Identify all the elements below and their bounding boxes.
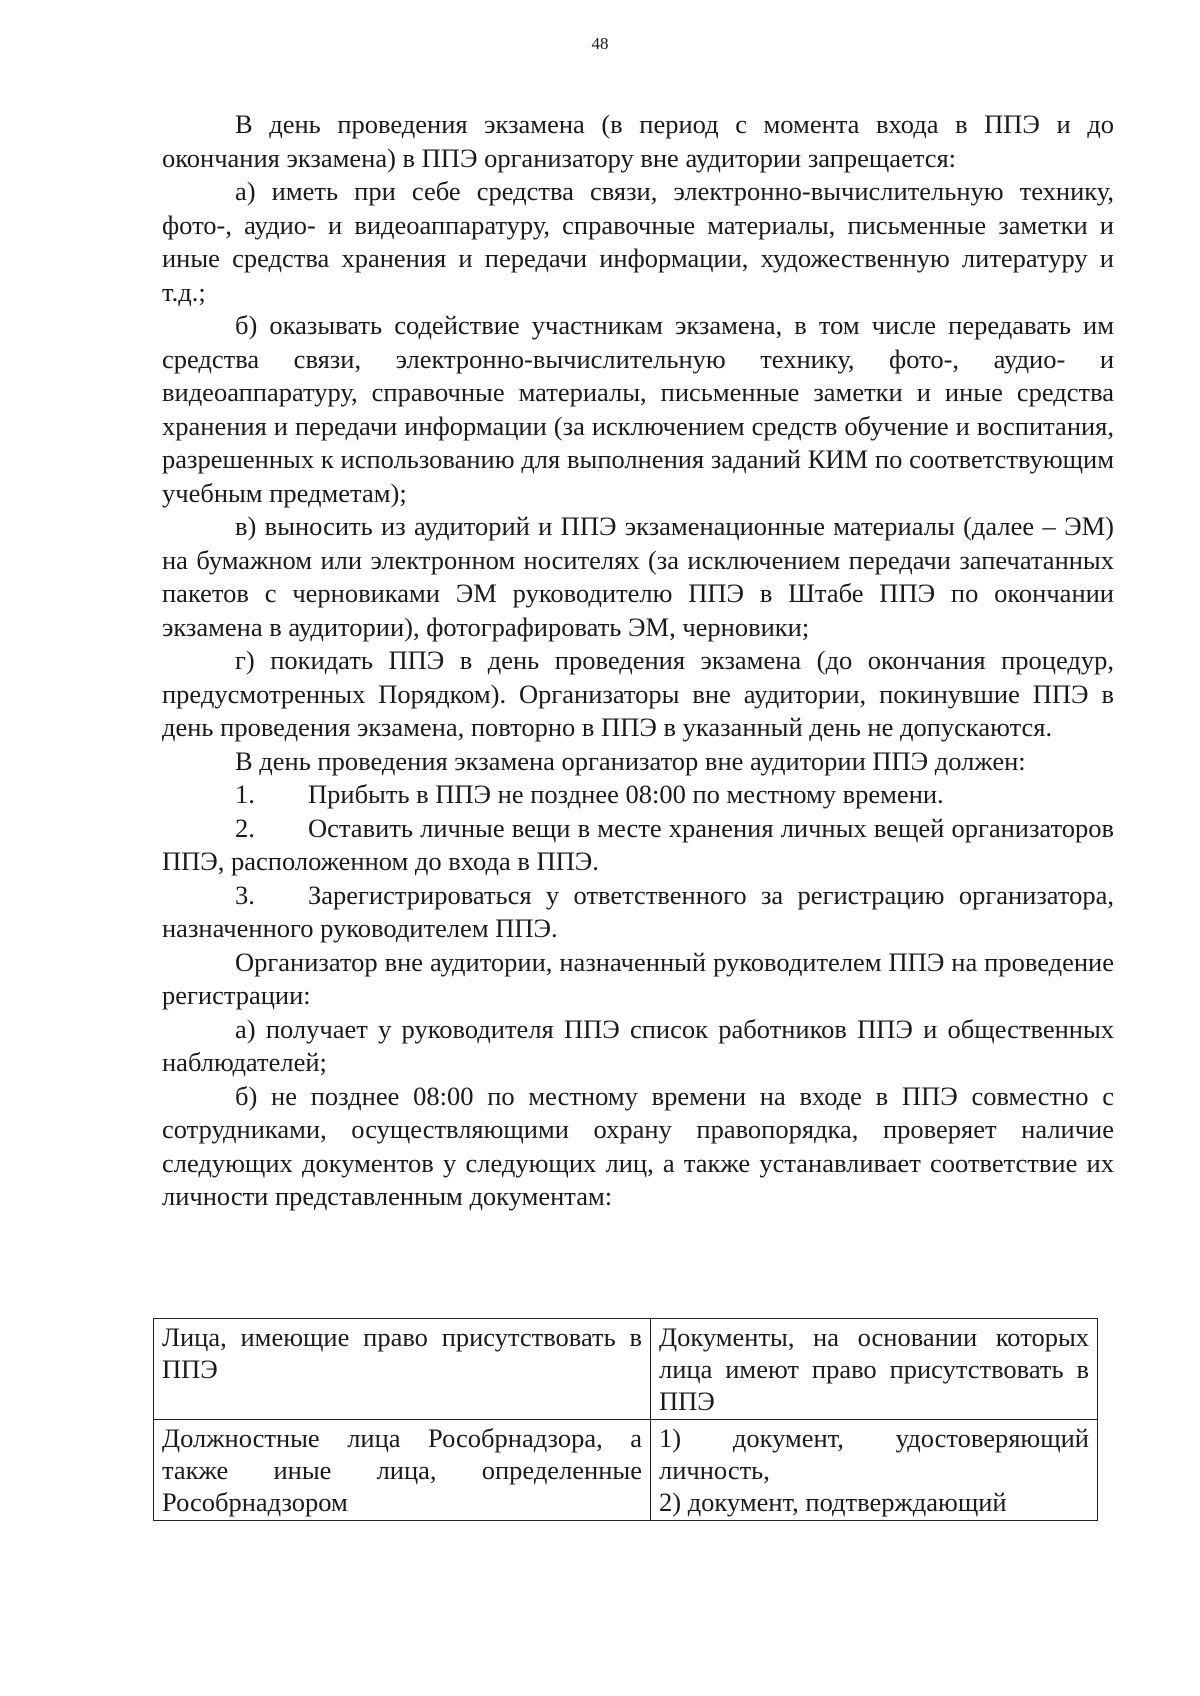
paragraph-registration-intro: Организатор вне аудитории, назначенный руководителем ППЭ на проведение регистрации: (162, 946, 1114, 1010)
table-header-row (154, 1319, 1098, 1420)
table-cell-documents (651, 1420, 1098, 1521)
paragraph-duties-intro: В день проведения экзамена организатор вне аудитории ППЭ должен: (235, 745, 1026, 776)
paragraph-item-a: а) иметь при себе средства связи, электронно-вычислительную технику, фото-, аудио- и видеоаппаратуру, справочные материалы, письменные заметки и иные средства хранения и передачи информации, художественную литературу и т.д.; (162, 176, 1114, 307)
table-header-documents: Документы, на основании которых лица имеют право присутствовать в ППЭ (651, 1319, 1098, 1420)
paragraph-intro: В день проведения экзамена (в период с момента входа в ППЭ и до окончания экзамена) в ППЭ организатору вне аудитории запрещается: (162, 109, 1114, 173)
paragraph-registration-a: а) получает у руководителя ППЭ список работников ППЭ и общественных наблюдателей; (162, 1013, 1114, 1077)
numbered-item-text: Прибыть в ППЭ не позднее 08:00 по местному времени. (308, 779, 944, 809)
numbered-item-number: 3. (235, 879, 255, 910)
table-cell-document-line: 1) документ, удостоверяющий личность, (659, 1423, 1089, 1485)
numbered-item-2 (162, 812, 1114, 879)
documents-table (153, 1318, 1098, 1521)
numbered-item-text: Оставить личные вещи в месте хранения личных вещей организаторов ППЭ, расположенном до входа в ППЭ. (162, 812, 1114, 876)
numbered-item-text: Зарегистрироваться у ответственного за регистрацию организатора, назначенного руководителем ППЭ. (162, 879, 1114, 943)
numbered-item-number: 2. (235, 812, 255, 843)
paragraph-item-g: г) покидать ППЭ в день проведения экзамена (до окончания процедур, предусмотренных Порядком). Организаторы вне аудитории, покинувшие ППЭ в день проведения экзамена, повторно в ППЭ в указанный день не допускаются. (162, 645, 1114, 742)
paragraph-registration-b: б) не позднее 08:00 по местному времени на входе в ППЭ совместно с сотрудниками, осуществляющими охрану правопорядка, проверяет наличие следующих документов у следующих лиц, а также устанавливает соответствие их личности представленным документам: (162, 1080, 1114, 1211)
paragraph-item-v: в) выносить из аудиторий и ППЭ экзаменационные материалы (далее – ЭМ) на бумажном или электронном носителях (за исключением передачи запечатанных пакетов с черновиками ЭМ руководителю ППЭ в Штабе ППЭ по окончании экзамена в аудитории), фотографировать ЭМ, черновики; (162, 511, 1114, 642)
paragraph-item-b: б) оказывать содействие участникам экзамена, в том числе передавать им средства связи, электронно-вычислительную технику, фото-, аудио- и видеоаппаратуру, справочные материалы, письменные заметки и иные средства хранения и передачи информации (за исключением средств обучение и воспитания, разрешенных к использованию для выполнения заданий КИМ по соответствующим учебным предметам); (162, 310, 1114, 508)
table-header-persons: Лица, имеющие право присутствовать в ППЭ (154, 1319, 651, 1420)
numbered-item-1 (162, 778, 1114, 812)
table-cell-document-line: 2) документ, подтверждающий (659, 1487, 1007, 1517)
document-body (162, 108, 1114, 1214)
numbered-item-number: 1. (235, 779, 255, 809)
table-cell-persons: Должностные лица Рособрнадзора, а также иные лица, определенные Рособрнадзором (154, 1420, 651, 1521)
page-number: 48 (591, 34, 609, 53)
table-row (154, 1420, 1098, 1521)
numbered-item-3 (162, 879, 1114, 946)
